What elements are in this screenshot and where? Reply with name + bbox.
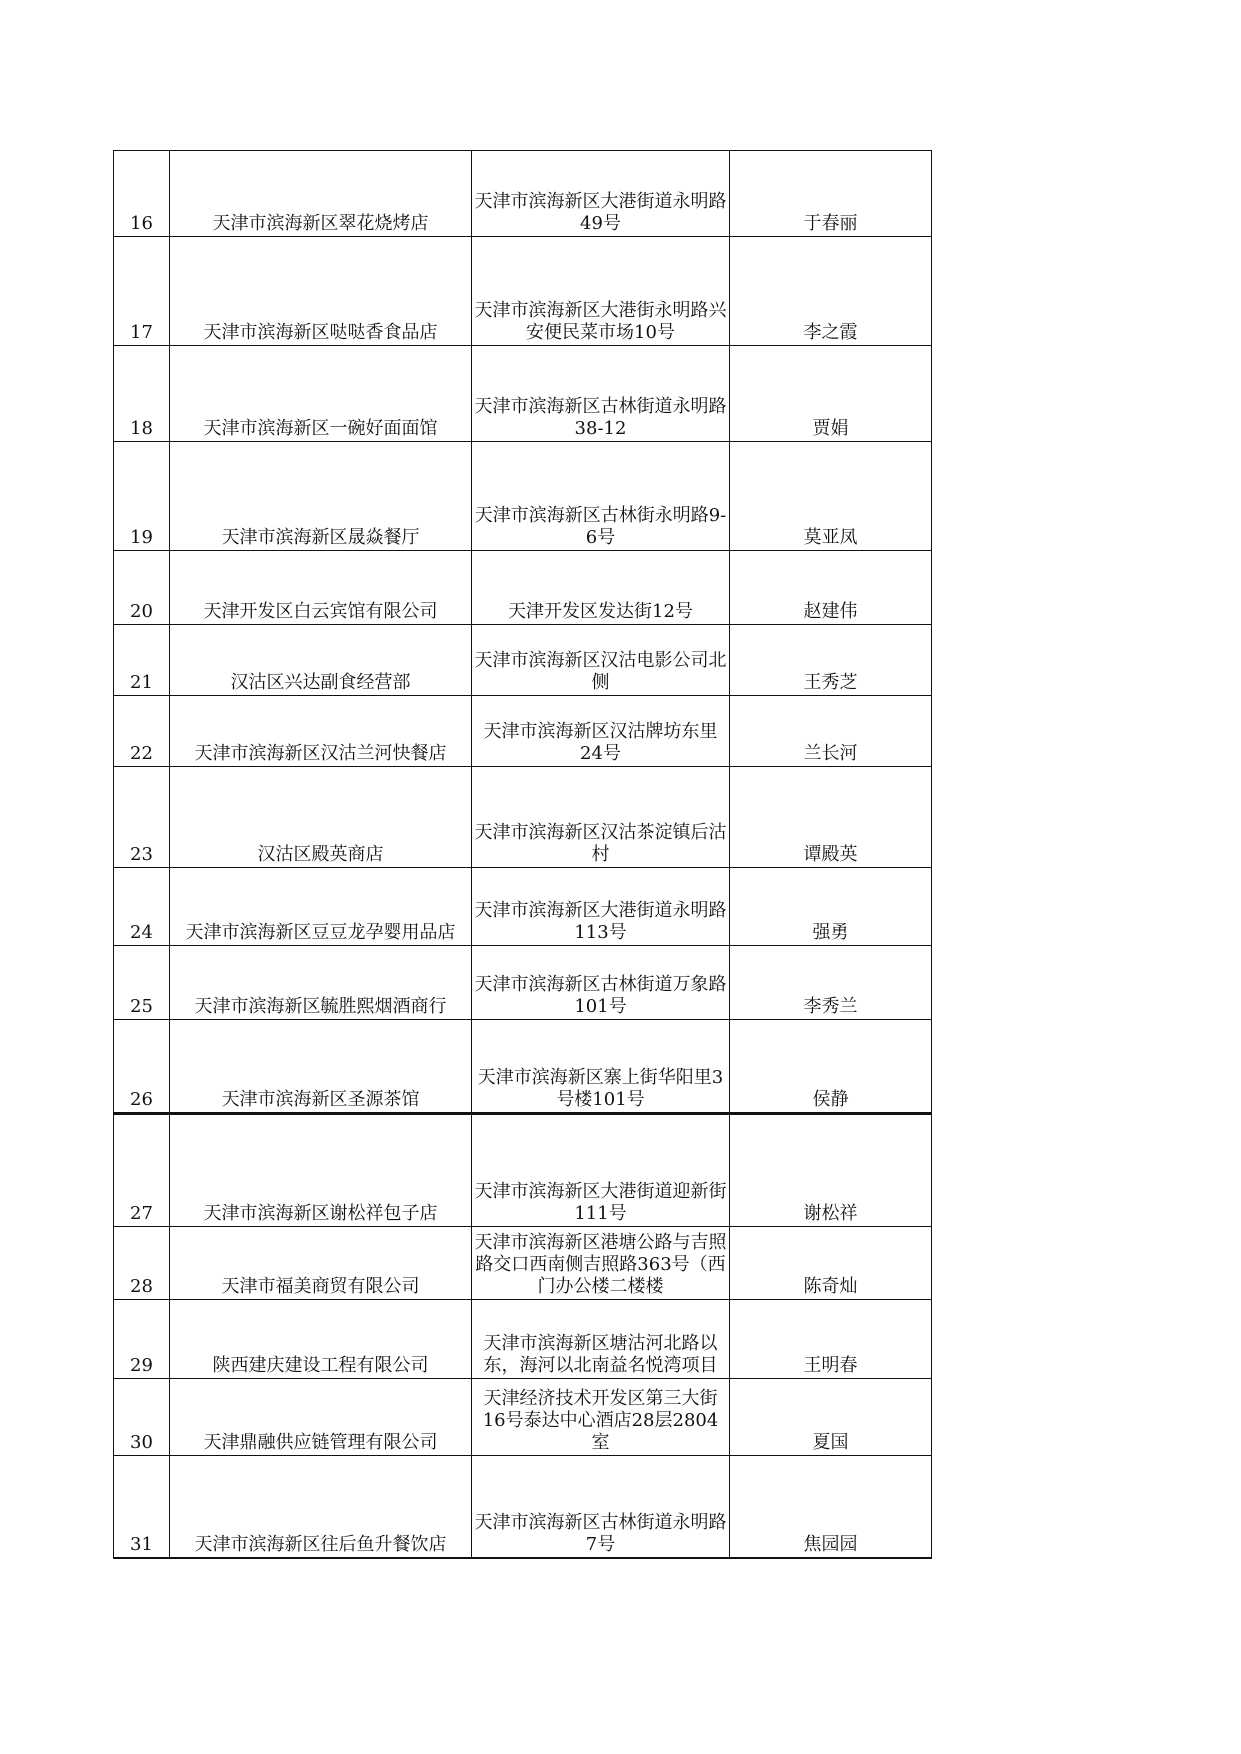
business-name: 天津鼎融供应链管理有限公司 [170, 1379, 472, 1456]
responsible-person: 李秀兰 [730, 946, 932, 1020]
business-address: 天津市滨海新区汉沽茶淀镇后沽村 [472, 767, 730, 868]
business-address: 天津开发区发达街12号 [472, 551, 730, 625]
table-row [114, 1020, 932, 1114]
business-address: 天津市滨海新区汉沽电影公司北侧 [472, 625, 730, 696]
row-number: 27 [114, 1114, 170, 1227]
business-name: 天津市滨海新区汉沽兰河快餐店 [170, 696, 472, 767]
table-row [114, 551, 932, 625]
business-name: 天津市滨海新区往后鱼升餐饮店 [170, 1456, 472, 1558]
table-row [114, 1227, 932, 1300]
table-row [114, 625, 932, 696]
row-number: 18 [114, 346, 170, 442]
business-name: 天津市滨海新区一碗好面面馆 [170, 346, 472, 442]
table-row [114, 442, 932, 551]
responsible-person: 谢松祥 [730, 1114, 932, 1227]
business-address: 天津市滨海新区古林街道永明路7号 [472, 1456, 730, 1558]
business-name: 天津市滨海新区翠花烧烤店 [170, 151, 472, 237]
row-number: 28 [114, 1227, 170, 1300]
business-address: 天津市滨海新区大港街道永明路49号 [472, 151, 730, 237]
responsible-person: 赵建伟 [730, 551, 932, 625]
responsible-person: 莫亚凤 [730, 442, 932, 551]
business-address: 天津市滨海新区寨上街华阳里3号楼101号 [472, 1020, 730, 1114]
table-row [114, 946, 932, 1020]
responsible-person: 焦园园 [730, 1456, 932, 1558]
business-address: 天津市滨海新区古林街道万象路101号 [472, 946, 730, 1020]
business-address: 天津市滨海新区港塘公路与吉照路交口西南侧吉照路363号（西门办公楼二楼楼 [472, 1227, 730, 1300]
row-number: 19 [114, 442, 170, 551]
business-name: 天津市滨海新区谢松祥包子店 [170, 1114, 472, 1227]
responsible-person: 侯静 [730, 1020, 932, 1114]
business-name: 天津市福美商贸有限公司 [170, 1227, 472, 1300]
row-number: 26 [114, 1020, 170, 1114]
row-number: 21 [114, 625, 170, 696]
business-name: 天津市滨海新区豆豆龙孕婴用品店 [170, 868, 472, 946]
responsible-person: 谭殿英 [730, 767, 932, 868]
data-table [113, 150, 932, 1559]
row-number: 17 [114, 237, 170, 346]
table-row [114, 1114, 932, 1227]
business-name: 陕西建庆建设工程有限公司 [170, 1300, 472, 1379]
business-name: 天津市滨海新区哒哒香食品店 [170, 237, 472, 346]
row-number: 22 [114, 696, 170, 767]
responsible-person: 贾娟 [730, 346, 932, 442]
row-number: 31 [114, 1456, 170, 1558]
business-name: 天津市滨海新区圣源茶馆 [170, 1020, 472, 1114]
responsible-person: 兰长河 [730, 696, 932, 767]
table-row [114, 1456, 932, 1558]
responsible-person: 王明春 [730, 1300, 932, 1379]
table-row [114, 868, 932, 946]
business-name: 天津市滨海新区晟焱餐厅 [170, 442, 472, 551]
table-row [114, 346, 932, 442]
row-number: 20 [114, 551, 170, 625]
row-number: 23 [114, 767, 170, 868]
table-row [114, 1379, 932, 1456]
table-row [114, 1300, 932, 1379]
business-name: 天津市滨海新区毓胜熙烟酒商行 [170, 946, 472, 1020]
business-name: 天津开发区白云宾馆有限公司 [170, 551, 472, 625]
responsible-person: 王秀芝 [730, 625, 932, 696]
business-address: 天津市滨海新区大港街道迎新街111号 [472, 1114, 730, 1227]
responsible-person: 李之霞 [730, 237, 932, 346]
responsible-person: 强勇 [730, 868, 932, 946]
table-row [114, 237, 932, 346]
row-number: 16 [114, 151, 170, 237]
business-address: 天津市滨海新区大港街永明路兴安便民菜市场10号 [472, 237, 730, 346]
row-number: 29 [114, 1300, 170, 1379]
row-number: 24 [114, 868, 170, 946]
table-body [114, 151, 932, 1558]
table-row [114, 696, 932, 767]
business-address: 天津经济技术开发区第三大街16号泰达中心酒店28层2804室 [472, 1379, 730, 1456]
business-address: 天津市滨海新区塘沽河北路以东，海河以北南益名悦湾项目 [472, 1300, 730, 1379]
responsible-person: 陈奇灿 [730, 1227, 932, 1300]
row-number: 25 [114, 946, 170, 1020]
responsible-person: 夏国 [730, 1379, 932, 1456]
table-row [114, 767, 932, 868]
row-number: 30 [114, 1379, 170, 1456]
table-row [114, 151, 932, 237]
business-address: 天津市滨海新区古林街永明路9-6号 [472, 442, 730, 551]
business-name: 汉沽区殿英商店 [170, 767, 472, 868]
business-address: 天津市滨海新区汉沽牌坊东里24号 [472, 696, 730, 767]
business-address: 天津市滨海新区古林街道永明路38-12 [472, 346, 730, 442]
business-name: 汉沽区兴达副食经营部 [170, 625, 472, 696]
responsible-person: 于春丽 [730, 151, 932, 237]
business-address: 天津市滨海新区大港街道永明路113号 [472, 868, 730, 946]
